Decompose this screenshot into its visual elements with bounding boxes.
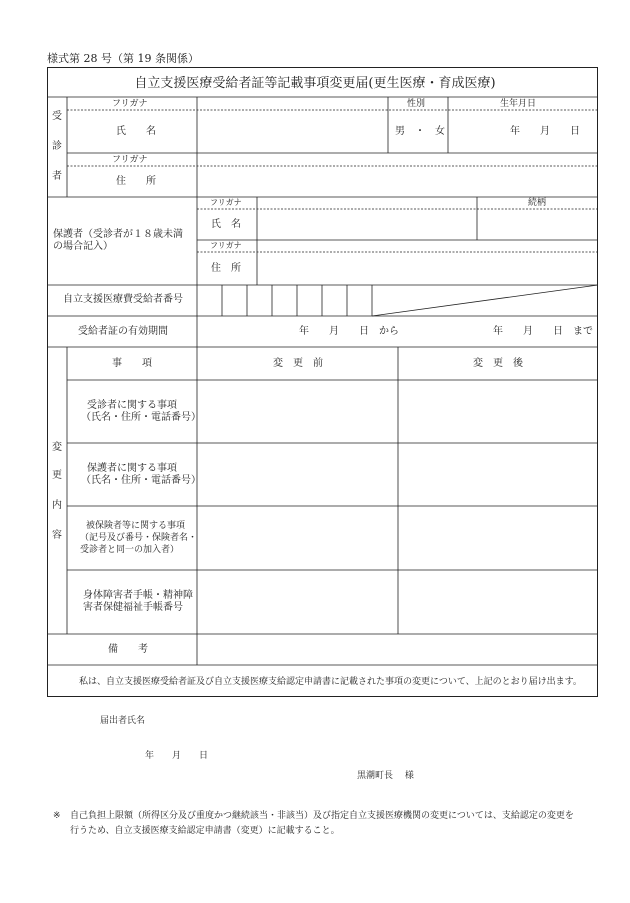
birthdate-label: 生年月日 <box>500 99 537 109</box>
change-row-4-line1: 身体障害者手帳・精神障 <box>83 590 193 601</box>
submitter-label: 届出者氏名 <box>100 716 146 726</box>
patient-name-label: 氏 名 <box>116 126 156 137</box>
form-number: 様式第 28 号（第 19 条関係） <box>47 52 199 65</box>
change-row-1-before-input[interactable] <box>198 381 397 442</box>
change-row-1-line2: （氏名・住所・電話番号） <box>81 412 201 423</box>
declaration-date[interactable]: 年 月 日 <box>145 751 209 761</box>
change-row-3-after-input[interactable] <box>399 507 597 569</box>
birthdate-field[interactable]: 年 月 日 <box>510 126 580 137</box>
submitter-name-input[interactable] <box>160 712 380 730</box>
patient-section-label-3: 者 <box>52 171 62 182</box>
change-row-4-line2: 害者保健福祉手帳番号 <box>83 602 183 613</box>
patient-furigana2-label: フリガナ <box>112 155 148 165</box>
change-row-4-before-input[interactable] <box>198 571 397 633</box>
change-row-4-after-input[interactable] <box>399 571 597 633</box>
before-header: 変 更 前 <box>273 358 323 369</box>
change-row-3-line2: （記号及び番号・保険者名・ <box>80 533 198 543</box>
patient-section-label-1: 受 <box>52 111 62 122</box>
change-row-1-after-input[interactable] <box>399 381 597 442</box>
gender-options[interactable]: 男 ・ 女 <box>395 126 445 137</box>
remarks-input[interactable] <box>198 635 597 664</box>
guardian-furigana2-label: フリガナ <box>210 241 242 250</box>
footnote-line1: 自己負担上限額（所得区分及び重度かつ継続該当・非該当）及び指定自立支援医療機関の変更については、支給認定の変更を <box>70 811 574 821</box>
patient-name-input[interactable] <box>198 111 387 152</box>
change-row-2-line2: （氏名・住所・電話番号） <box>81 475 201 486</box>
validity-from[interactable]: 年 月 日 から <box>299 326 399 337</box>
guardian-name-label: 氏 名 <box>211 219 241 230</box>
guardian-label-line2: の場合記入） <box>53 241 113 252</box>
recipient-number-label: 自立支援医療費受給者番号 <box>63 294 183 305</box>
change-row-2-before-input[interactable] <box>198 444 397 505</box>
footnote-mark: ※ <box>53 811 61 821</box>
form-title: 自立支援医療受給者証等記載事項変更届(更生医療・育成医療) <box>134 76 496 91</box>
change-row-2-line1: 保護者に関する事項 <box>87 463 177 474</box>
patient-section-label-2: 診 <box>52 141 62 152</box>
changes-section-label-3: 内 <box>52 500 62 511</box>
recipient-number-input[interactable] <box>198 286 371 315</box>
validity-to[interactable]: 年 月 日 まで <box>493 326 593 337</box>
patient-address-label: 住 所 <box>116 176 156 187</box>
validity-label: 受給者証の有効期間 <box>78 326 168 337</box>
change-row-1-line1: 受診者に関する事項 <box>87 400 177 411</box>
declaration-text: 私は、自立支援医療受給者証及び自立支援医療支給認定申請書に記載された事項の変更について、上記のとおり届け出ます。 <box>79 677 582 687</box>
changes-section-label-2: 更 <box>52 470 62 481</box>
changes-section-label-4: 容 <box>52 530 62 541</box>
relationship-label: 続柄 <box>528 198 547 208</box>
remarks-label: 備 考 <box>108 644 148 655</box>
gender-label: 性別 <box>407 99 426 109</box>
change-row-3-line3: 受診者と同一の加入者） <box>80 545 180 555</box>
change-row-3-line1: 被保険者等に関する事項 <box>86 521 186 531</box>
footnote-line2: 行うため、自立支援医療支給認定申請書（変更）に記載すること。 <box>70 826 340 836</box>
guardian-label-line1: 保護者（受診者が１８歳未満 <box>53 229 183 240</box>
change-row-3-before-input[interactable] <box>198 507 397 569</box>
item-header: 事 項 <box>112 358 152 369</box>
guardian-address-label: 住 所 <box>211 263 241 274</box>
relationship-input[interactable] <box>478 210 597 239</box>
guardian-address-input[interactable] <box>258 253 597 284</box>
patient-address-input[interactable] <box>198 167 597 196</box>
patient-furigana-label: フリガナ <box>112 99 148 109</box>
after-header: 変 更 後 <box>473 358 523 369</box>
guardian-furigana-label: フリガナ <box>210 198 242 207</box>
change-row-2-after-input[interactable] <box>399 444 597 505</box>
guardian-name-input[interactable] <box>258 210 476 239</box>
changes-section-label-1: 変 <box>52 442 62 453</box>
addressee: 黒潮町長 様 <box>357 771 414 781</box>
